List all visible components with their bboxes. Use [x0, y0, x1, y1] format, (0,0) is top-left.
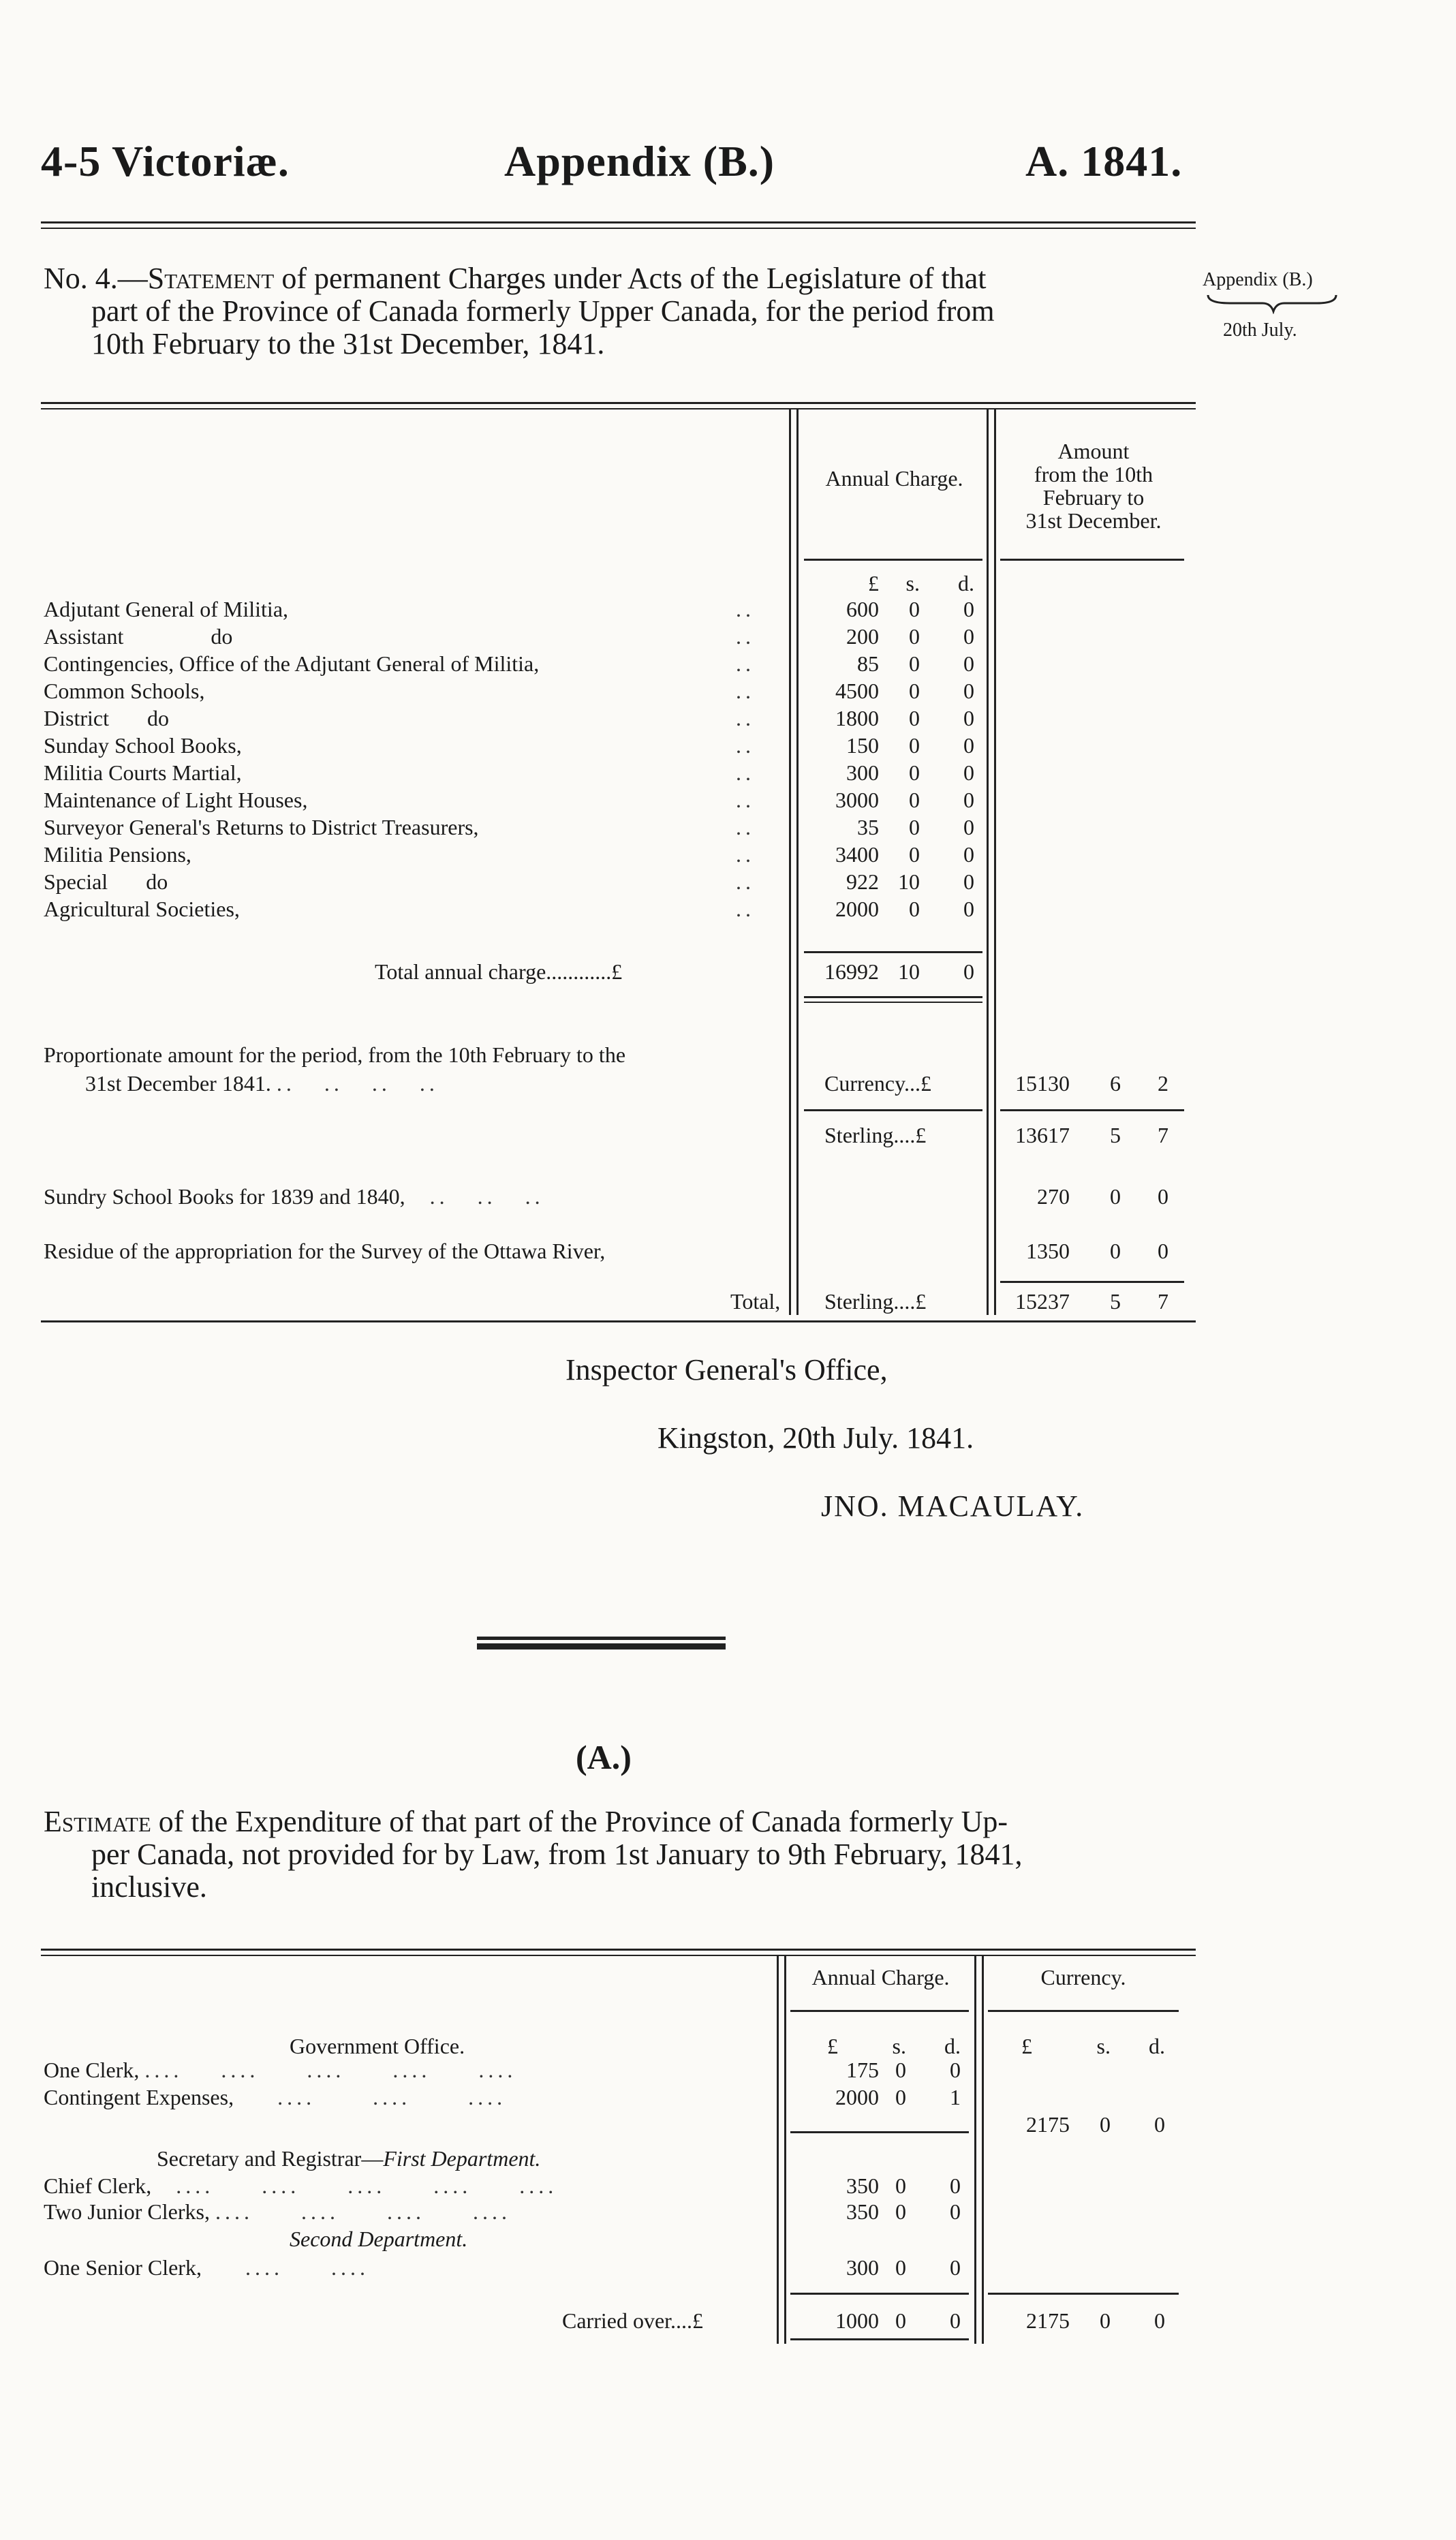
row-label: Sunday School Books, [44, 733, 242, 758]
row-s: 0 [909, 706, 920, 730]
row-l: 85 [857, 651, 879, 676]
row-l: 2000 [835, 897, 879, 921]
sterling-label: Sterling....£ [824, 1123, 927, 1147]
second-dept-heading: Second Department. [290, 2227, 468, 2251]
signature-name: JNO. MACAULAY. [821, 1489, 1085, 1523]
row-s: 0 [909, 651, 920, 676]
leader-dots: .. [736, 869, 755, 894]
row-l: 200 [846, 624, 879, 649]
total-l: 16992 [824, 959, 879, 984]
header-rule [41, 221, 1196, 229]
row-s: 0 [909, 842, 920, 867]
row-label: Contingencies, Office of the Adjutant General of Militia, [44, 651, 540, 676]
running-head-center: Appendix (B.) [504, 137, 775, 185]
section-a-heading: (A.) [576, 1738, 632, 1776]
row-d: 0 [963, 815, 974, 839]
carried-over-label: Carried over....£ [562, 2308, 704, 2333]
side-note: Appendix (B.) 20th July. [1203, 269, 1339, 341]
row-label: Assistant do [44, 624, 233, 649]
row-d: 0 [963, 597, 974, 621]
contingent-label: Contingent Expenses, .... .... .... [44, 2085, 507, 2109]
row-l: 3400 [835, 842, 879, 867]
leader-dots: .. [736, 651, 755, 676]
row-d: 0 [963, 679, 974, 703]
leader-dots: .. [736, 624, 755, 649]
row-s: 0 [909, 624, 920, 649]
currency-label: Currency...£ [824, 1071, 931, 1096]
estimate-title: Estimate of the Expenditure of that part of the Province of Canada formerly Up- per Canada, not provided for by Law, from 1st January to 9th February, 1841, inclusive. [44, 1805, 1023, 1904]
col-divider [789, 409, 799, 1315]
col-amount: Amount from the 10th February to 31st December. [1025, 439, 1162, 533]
leader-dots: .. [736, 679, 755, 703]
running-head-right: A. 1841. [1025, 137, 1183, 185]
col-divider [987, 409, 996, 1315]
table-top-rule [41, 402, 1196, 409]
one-clerk-label: One Clerk, .... .... .... .... .... [44, 2058, 517, 2082]
leader-dots: .. [736, 706, 755, 730]
running-head-left: 4-5 Victoriæ. [41, 137, 290, 185]
senior-clerk-label: One Senior Clerk, .... .... [44, 2255, 369, 2280]
row-s: 0 [909, 733, 920, 758]
secretary-heading: Secretary and Registrar—First Department. [157, 2146, 541, 2171]
gov-office-heading: Government Office. [290, 2034, 465, 2058]
statement-title: No. 4.—Statement of permanent Charges under Acts of the Legislature of that part of the Province of Canada formerly Upper Canada, for the period from 10th February to the 31st December, 1841. [44, 262, 995, 360]
row-l: 3000 [835, 788, 879, 812]
row-s: 0 [909, 760, 920, 785]
total-label: Total annual charge............£ [375, 959, 623, 984]
row-d: 0 [963, 897, 974, 921]
row-l: 150 [846, 733, 879, 758]
row-s: 0 [909, 815, 920, 839]
proportionate-label-2: 31st December 1841. .. .. .. .. [85, 1071, 439, 1096]
row-l: 35 [857, 815, 879, 839]
leader-dots: .. [736, 897, 755, 921]
leader-dots: .. [736, 733, 755, 758]
row-d: 0 [963, 706, 974, 730]
col-annual-charge-a: Annual Charge. [811, 1965, 950, 1989]
row-d: 0 [963, 869, 974, 894]
row-label: Agricultural Societies, [44, 897, 240, 921]
leader-dots: .. [736, 788, 755, 812]
row-d: 0 [963, 624, 974, 649]
signature-office: Inspector General's Office, [566, 1353, 888, 1387]
row-l: 4500 [835, 679, 879, 703]
col-currency-a: Currency. [1040, 1965, 1126, 1989]
row-label: Special do [44, 869, 168, 894]
proportionate-label: Proportionate amount for the period, from the 10th February to the [44, 1042, 626, 1067]
row-l: 600 [846, 597, 879, 621]
sunday-books-label: Sundry School Books for 1839 and 1840, .. .. .. [44, 1184, 544, 1209]
row-s: 10 [898, 869, 920, 894]
row-s: 0 [909, 788, 920, 812]
signature-place: Kingston, 20th July. 1841. [657, 1421, 974, 1455]
brace-icon [1203, 291, 1339, 314]
row-d: 0 [963, 760, 974, 785]
row-label: District do [44, 706, 169, 730]
section-divider [477, 1637, 726, 1640]
col-annual-charge: Annual Charge. [825, 466, 963, 491]
row-label: Adjutant General of Militia, [44, 597, 289, 621]
residue-label: Residue of the appropriation for the Survey of the Ottawa River, [44, 1239, 606, 1263]
row-d: 0 [963, 733, 974, 758]
junior-clerks-label: Two Junior Clerks, .... .... .... .... [44, 2199, 511, 2224]
row-l: 922 [846, 869, 879, 894]
leader-dots: .. [736, 760, 755, 785]
row-label: Militia Courts Martial, [44, 760, 242, 785]
pound-sign: £ [868, 571, 879, 595]
leader-dots: .. [736, 597, 755, 621]
row-s: 0 [909, 897, 920, 921]
row-label: Maintenance of Light Houses, [44, 788, 308, 812]
row-d: 0 [963, 788, 974, 812]
row-s: 0 [909, 679, 920, 703]
grand-total-label: Total, [730, 1289, 781, 1314]
row-l: 300 [846, 760, 879, 785]
table-bottom-rule [41, 1320, 1196, 1322]
chief-clerk-label: Chief Clerk, .... .... .... .... .... [44, 2173, 558, 2198]
row-d: 0 [963, 842, 974, 867]
row-label: Common Schools, [44, 679, 205, 703]
leader-dots: .. [736, 842, 755, 867]
row-s: 0 [909, 597, 920, 621]
row-l: 1800 [835, 706, 879, 730]
row-d: 0 [963, 651, 974, 676]
row-label: Militia Pensions, [44, 842, 191, 867]
leader-dots: .. [736, 815, 755, 839]
row-label: Surveyor General's Returns to District Treasurers, [44, 815, 479, 839]
